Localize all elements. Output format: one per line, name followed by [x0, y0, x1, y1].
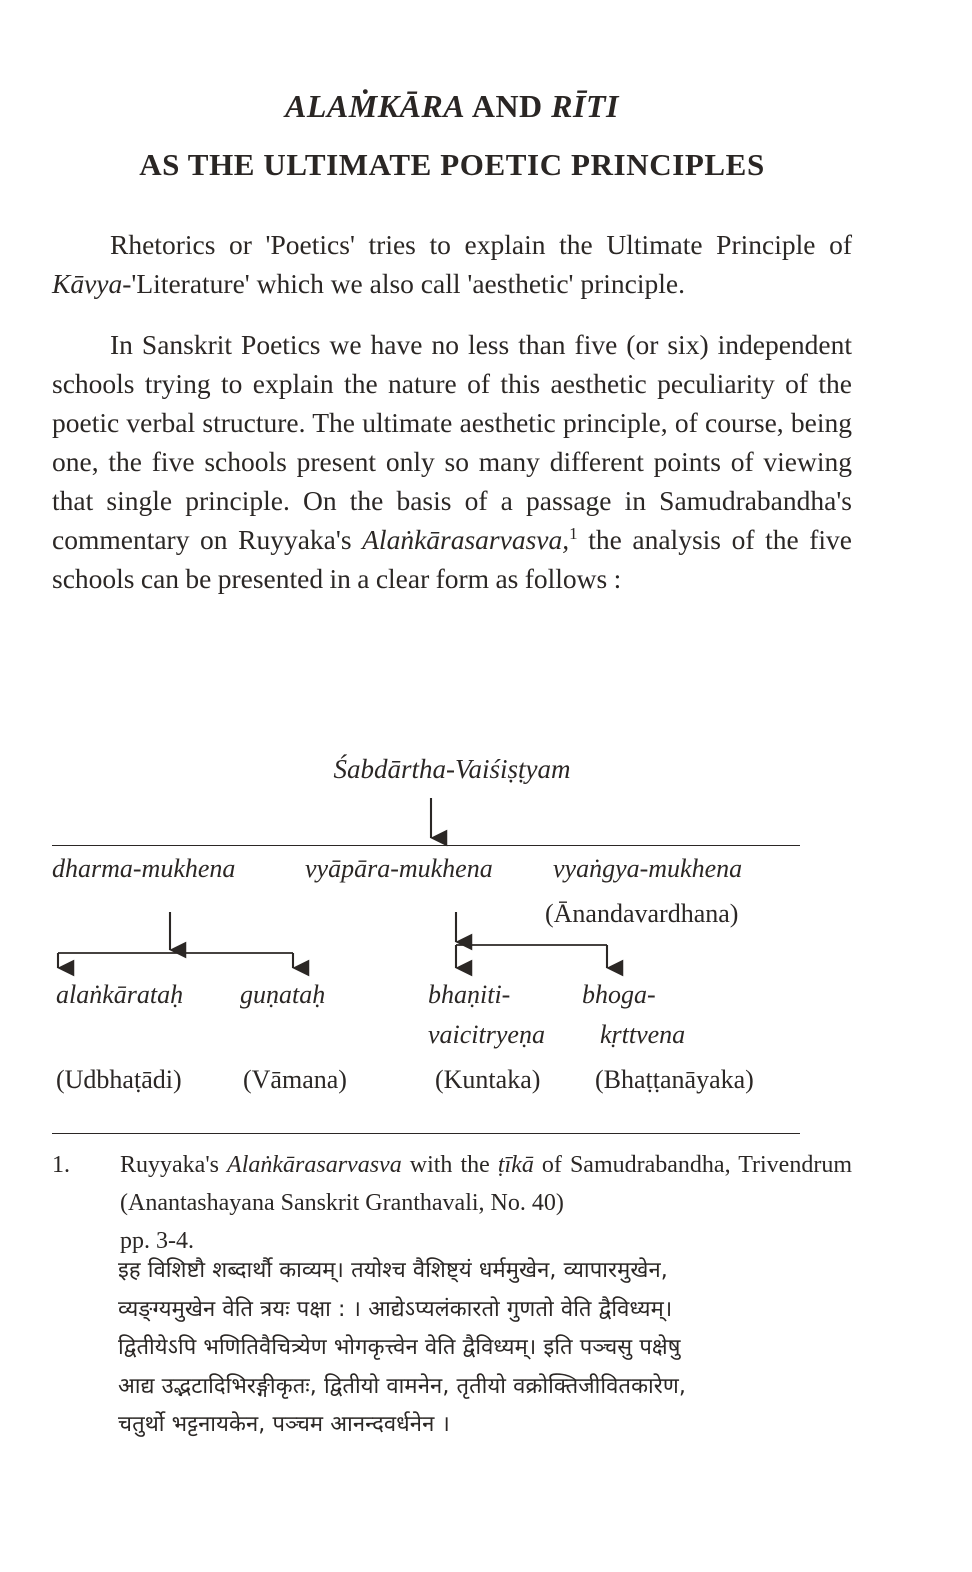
footnote-number: 1.	[52, 1152, 70, 1178]
footnote-text	[120, 1146, 852, 1222]
footnote-seg3: with the	[401, 1152, 498, 1178]
diagram-attribution-anandavardhana: (Ānandavardhana)	[545, 899, 739, 928]
title-alamkara: ALAṀKĀRA	[285, 88, 466, 124]
para1-seg1: Rhetorics or 'Poetics' tries to explain the Ultimate Principle of	[110, 229, 852, 260]
title-riti: RĪTI	[551, 88, 619, 124]
footnote-separator-rule	[52, 1133, 800, 1134]
sanskrit-line-2: व्यङ्ग्यमुखेन वेति त्रयः पक्षा : । आद्येऽप्यलंकारतो गुणतो वेति द्वैविध्यम्।	[118, 1296, 673, 1322]
footnote-pages: pp. 3-4.	[120, 1228, 194, 1254]
title-line-2: AS THE ULTIMATE POETIC PRINCIPLES	[139, 147, 765, 182]
diagram-leaf-krttvena: kṛttvena	[600, 1020, 686, 1049]
sanskrit-line-5: चतुर्थो भट्टनायकेन, पञ्चम आनन्दवर्धनेन ।	[118, 1412, 450, 1437]
para2-seg4: the analysis of the five schools can be presented in a clear form as follows :	[52, 524, 853, 594]
para2-seg1: In Sanskrit Poetics we have no less than five (or six) independent schools trying to explain the nature of this aesthetic peculiarity of the poetic verbal structure. The ultimate aesthetic principle, of course, being one, the five schools present only so many different points of viewing that single principle. On the basis of a passage in Samudrabandha's commentary on Ruyyaka's	[52, 329, 852, 555]
footnote-marker-1[interactable]: 1	[569, 523, 578, 543]
diagram-node-dharma-mukhena: dharma-mukhena	[52, 854, 236, 883]
diagram-attribution-vamana: (Vāmana)	[243, 1065, 347, 1094]
para1-kavya: Kāvya	[52, 268, 123, 299]
diagram-leaf-bhoga: bhoga-	[582, 980, 656, 1009]
sanskrit-quotation-block	[118, 1252, 858, 1445]
schools-diagram	[0, 742, 972, 1122]
sanskrit-line-3: द्वितीयेऽपि भणितिवैचित्र्येण भोगकृत्त्वेन वेति द्वैविध्यम्। इति पञ्चसु पक्षेषु	[118, 1335, 681, 1360]
diagram-leaf-alankaratah: alaṅkārataḥ	[56, 980, 184, 1009]
diagram-leaf-bhaniti: bhaṇiti-	[428, 980, 511, 1009]
para1-seg3: -'Literature' which we also call 'aesthetic' principle.	[122, 268, 685, 299]
diagram-leaf-vaicitryena: vaicitryeṇa	[428, 1020, 545, 1049]
diagram-attribution-udbhatadi: (Udbhaṭādi)	[56, 1065, 182, 1094]
diagram-attribution-bhattanayaka: (Bhaṭṭanāyaka)	[595, 1065, 754, 1094]
sanskrit-line-4: आद्य उद्भटादिभिरङ्गीकृतः, द्वितीयो वामनेन, तृतीयो वक्रोक्तिजीवितकारेण,	[118, 1373, 686, 1399]
footnote-tika-italic: ṭīkā	[497, 1152, 534, 1178]
diagram-horizontal-rule	[52, 845, 800, 846]
diagram-node-vyapara-mukhena: vyāpāra-mukhena	[305, 854, 493, 883]
footnote-seg5: of Samudrabandha, Trivendrum (Anantashayana Sanskrit Granthavali, No. 40)	[120, 1152, 852, 1216]
title-and: AND	[465, 88, 552, 124]
sanskrit-line-1: इह विशिष्टौ शब्दार्थौ काव्यम्। तयोश्च वैशिष्ट्यं धर्ममुखेन, व्यापारमुखेन,	[118, 1258, 668, 1283]
footnote-seg1: Ruyyaka's	[120, 1152, 228, 1178]
diagram-attribution-kuntaka: (Kuntaka)	[435, 1065, 541, 1094]
page-title	[52, 86, 852, 185]
body-text	[52, 225, 852, 620]
para2-alankarasarvasva: Alaṅkārasarvasva,	[362, 524, 570, 555]
footnote-row	[52, 1146, 852, 1222]
diagram-root-label: Śabdārtha-Vaiśiṣṭyam	[333, 754, 571, 784]
diagram-node-vyangya-mukhena: vyaṅgya-mukhena	[553, 854, 743, 883]
paragraph-1	[52, 225, 852, 303]
footnote-title-italic: Alaṅkārasarvasva	[227, 1152, 402, 1178]
diagram-leaf-gunatah: guṇataḥ	[240, 980, 326, 1009]
title-line-1	[52, 86, 852, 126]
paragraph-2	[52, 325, 852, 598]
footnote-block	[52, 1146, 852, 1260]
